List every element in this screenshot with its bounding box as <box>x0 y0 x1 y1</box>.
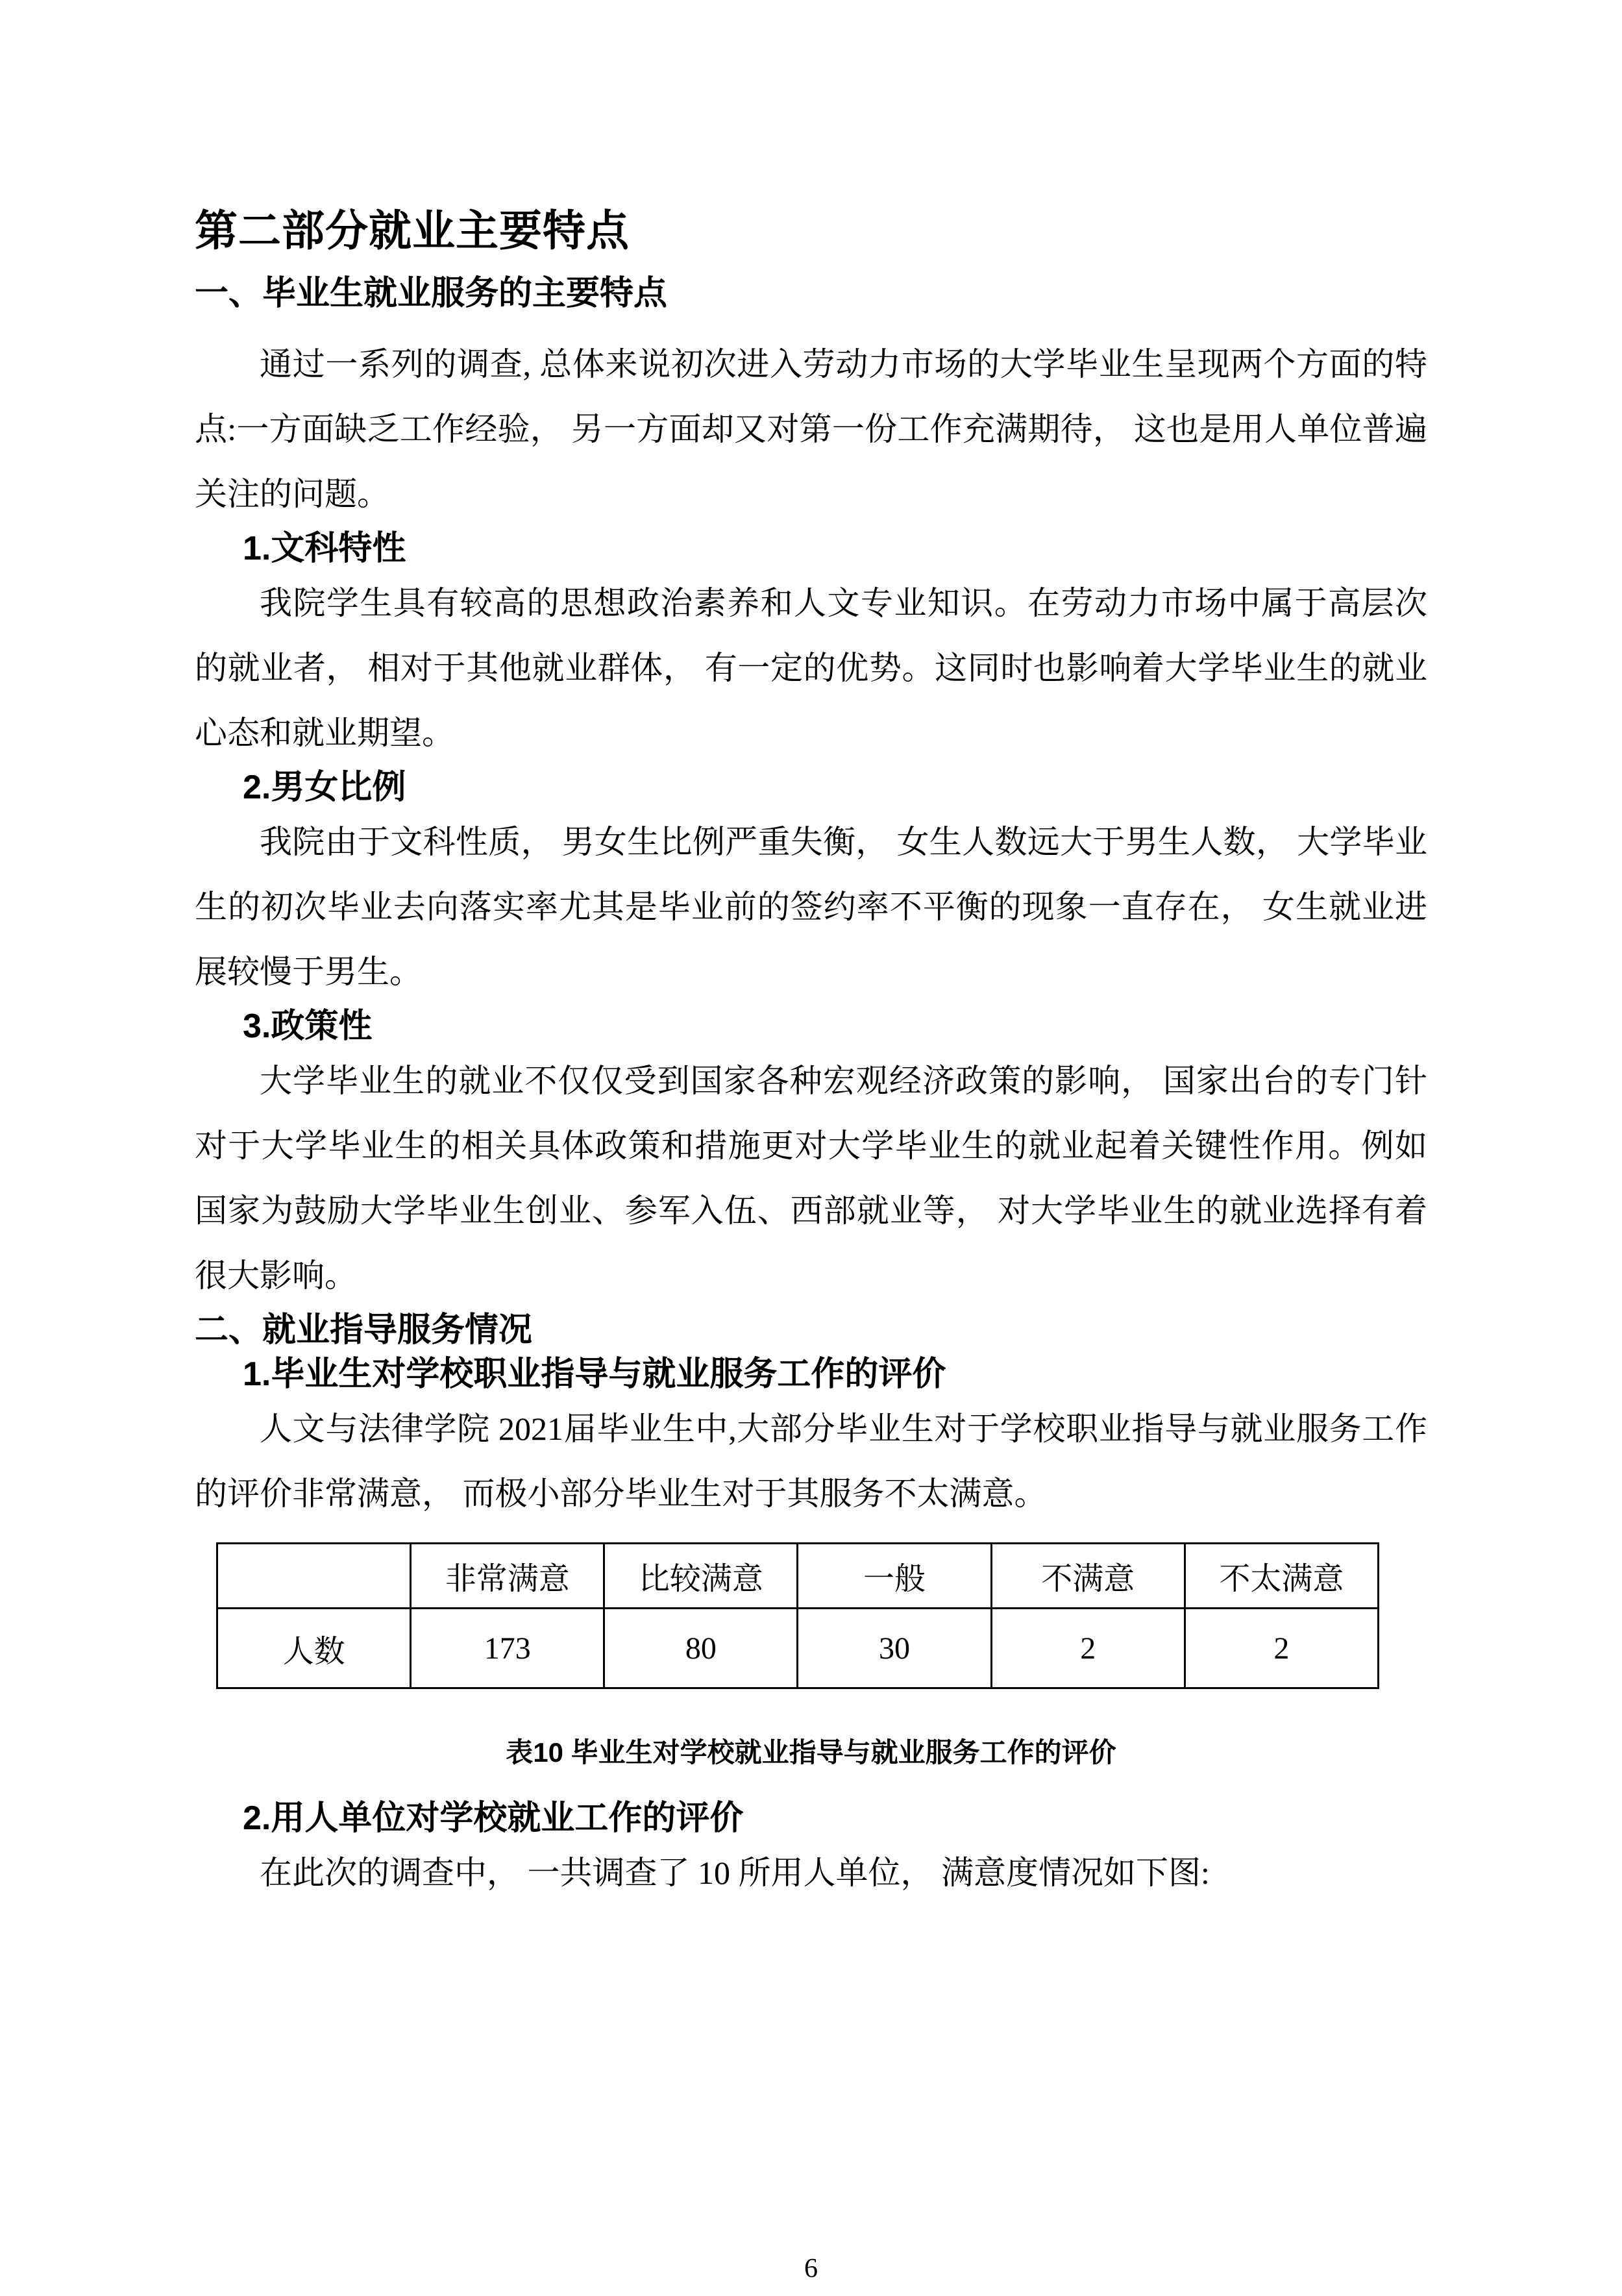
subheading-policy: 3.政策性 <box>243 1007 373 1045</box>
section2-heading: 二、就业指导服务情况 <box>195 1311 533 1349</box>
value-cell-not-very-satisfied: 2 <box>1185 1609 1378 1688</box>
value-cell-average: 30 <box>798 1609 991 1688</box>
paragraph-employer-survey: 在此次的调查中， 一共调查了 10 所用人单位， 满意度情况如下图: <box>260 1855 1210 1891</box>
subheading-graduate-evaluation: 1.毕业生对学校职业指导与就业服务工作的评价 <box>243 1355 946 1393</box>
table-header-row <box>217 1544 1379 1609</box>
table-caption: 表10 毕业生对学校就业指导与就业服务工作的评价 <box>506 1737 1116 1768</box>
section1-heading: 一、毕业生就业服务的主要特点 <box>195 275 668 312</box>
document-title: 第二部分就业主要特点 <box>195 206 630 254</box>
paragraph-policy: 大学毕业生的就业不仅仅受到国家各种宏观经济政策的影响， 国家出台的专门针对于大学毕业生的相关具体政策和措施更对大学毕业生的就业起着关键性作用。例如国家为鼓励大学毕业生创业、参军入伍、西部就业等， 对大学毕业生的就业选择有着很大影响。 <box>195 1063 1427 1294</box>
header-cell-fairly-satisfied: 比较满意 <box>604 1544 798 1609</box>
subheading-liberal-arts: 1.文科特性 <box>243 530 406 567</box>
evaluation-table <box>216 1542 1379 1689</box>
value-cell-unsatisfied: 2 <box>991 1609 1185 1688</box>
table-data-row <box>217 1609 1379 1688</box>
section1-intro-paragraph: 通过一系列的调查, 总体来说初次进入劳动力市场的大学毕业生呈现两个方面的特点:一方面缺乏工作经验， 另一方面却又对第一份工作充满期待， 这也是用人单位普遍关注的问题。 <box>195 346 1427 512</box>
paragraph-liberal-arts: 我院学生具有较高的思想政治素养和人文专业知识。在劳动力市场中属于高层次的就业者， 相对于其他就业群体， 有一定的优势。这同时也影响着大学毕业生的就业心态和就业期望。 <box>195 585 1427 751</box>
header-cell-very-satisfied: 非常满意 <box>411 1544 604 1609</box>
value-cell-very-satisfied: 173 <box>411 1609 604 1688</box>
header-cell-not-very-satisfied: 不太满意 <box>1185 1544 1378 1609</box>
paragraph-graduate-evaluation: 人文与法律学院 2021届毕业生中,大部分毕业生对于学校职业指导与就业服务工作的评价非常满意， 而极小部分毕业生对于其服务不太满意。 <box>195 1411 1427 1512</box>
subheading-gender-ratio: 2.男女比例 <box>243 769 406 806</box>
paragraph-gender-ratio: 我院由于文科性质， 男女生比例严重失衡， 女生人数远大于男生人数， 大学毕业生的初次毕业去向落实率尤其是毕业前的签约率不平衡的现象一直存在， 女生就业进展较慢于男生。 <box>195 824 1427 990</box>
subheading-employer-evaluation: 2.用人单位对学校就业工作的评价 <box>243 1799 744 1837</box>
row-label-cell: 人数 <box>217 1609 411 1688</box>
header-cell-average: 一般 <box>798 1544 991 1609</box>
value-cell-fairly-satisfied: 80 <box>604 1609 798 1688</box>
header-cell-blank <box>217 1544 411 1609</box>
page-number: 6 <box>804 2254 818 2284</box>
header-cell-unsatisfied: 不满意 <box>991 1544 1185 1609</box>
